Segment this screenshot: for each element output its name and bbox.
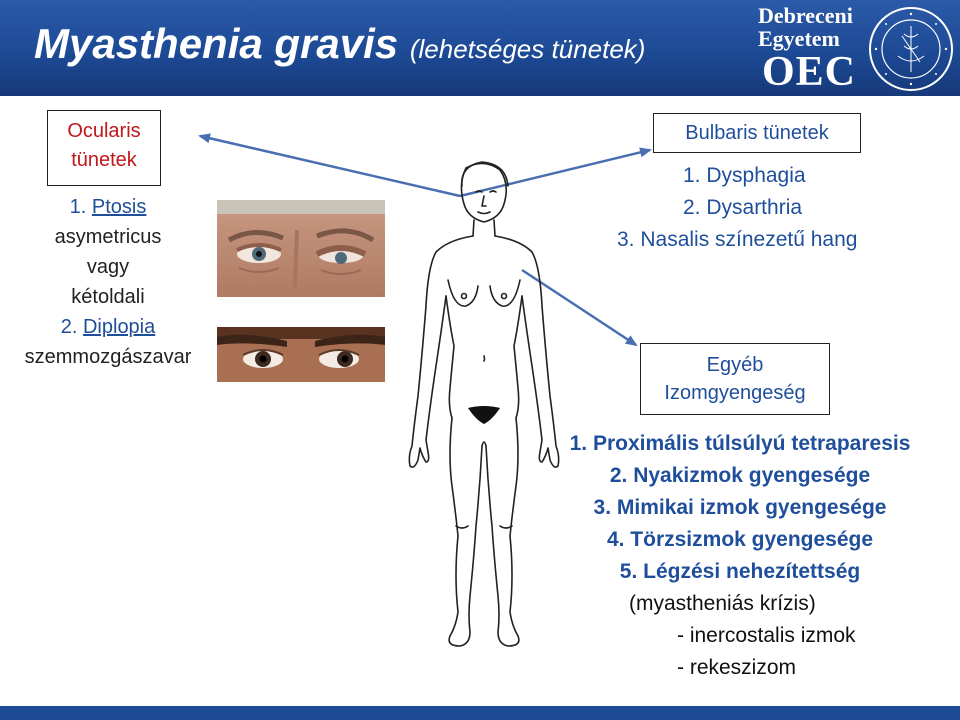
egyeb-list	[540, 428, 940, 588]
ocularis-item2-head	[8, 312, 208, 342]
egyeb-item-2: 2. Nyakizmok gyengesége	[609, 464, 871, 487]
bulbaris-box	[653, 113, 861, 153]
ocularis-box	[47, 110, 161, 186]
egyeb-item-5: 5. Légzési nehezítettség	[619, 560, 861, 583]
egyeb-sub-list	[540, 588, 940, 684]
egyeb-box-line2: Izomgyengeség	[664, 382, 806, 404]
footer-bar	[0, 706, 960, 720]
bulbaris-item-3: 3. Nasalis színezetű hang	[617, 228, 858, 251]
ocularis-box-line1: Ocularis	[67, 120, 141, 142]
logo-line2: Egyetem	[758, 26, 840, 51]
egyeb-item-1: 1. Proximális túlsúlyú tetraparesis	[569, 432, 911, 455]
ptosis-photo	[217, 200, 385, 297]
bulbaris-list	[610, 160, 910, 256]
ocularis-item1-line2: asymetricus	[54, 226, 162, 248]
ocularis-item2-num: 2.	[60, 316, 78, 338]
ocularis-item1-head	[8, 192, 208, 222]
bulbaris-item-2: 2. Dysarthria	[683, 196, 803, 219]
egyeb-box	[640, 343, 830, 415]
egyeb-item-4: 4. Törzsizmok gyengesége	[606, 528, 874, 551]
title-subtitle: (lehetséges tünetek)	[409, 34, 646, 64]
egyeb-box-line1: Egyéb	[706, 354, 764, 376]
ocularis-item1-line4: kétoldali	[71, 286, 145, 308]
ocularis-item1-line3: vagy	[86, 256, 130, 278]
ocularis-item1-num: 1.	[69, 196, 87, 218]
logo-oec: OEC	[762, 49, 857, 95]
diplopia-photo	[217, 327, 385, 382]
ocularis-box-line2: tünetek	[71, 149, 137, 171]
ocularis-item1-term: Ptosis	[91, 196, 147, 218]
bulbaris-box-label: Bulbaris tünetek	[685, 122, 829, 144]
ocularis-item2-term: Diplopia	[82, 316, 156, 338]
logo-line1: Debreceni	[758, 3, 853, 28]
egyeb-sub-item-2: - inercostalis izmok	[677, 624, 856, 647]
bulbaris-item-1: 1. Dysphagia	[683, 164, 806, 187]
ocularis-item2-line2: szemmozgászavar	[24, 346, 192, 368]
ocularis-list	[8, 192, 208, 372]
egyeb-sub-item-1: (myastheniás krízis)	[629, 592, 816, 615]
egyeb-sub-item-3: - rekeszizom	[677, 656, 797, 679]
egyeb-item-3: 3. Mimikai izmok gyengesége	[593, 496, 887, 519]
title-main: Myasthenia gravis	[34, 20, 399, 67]
